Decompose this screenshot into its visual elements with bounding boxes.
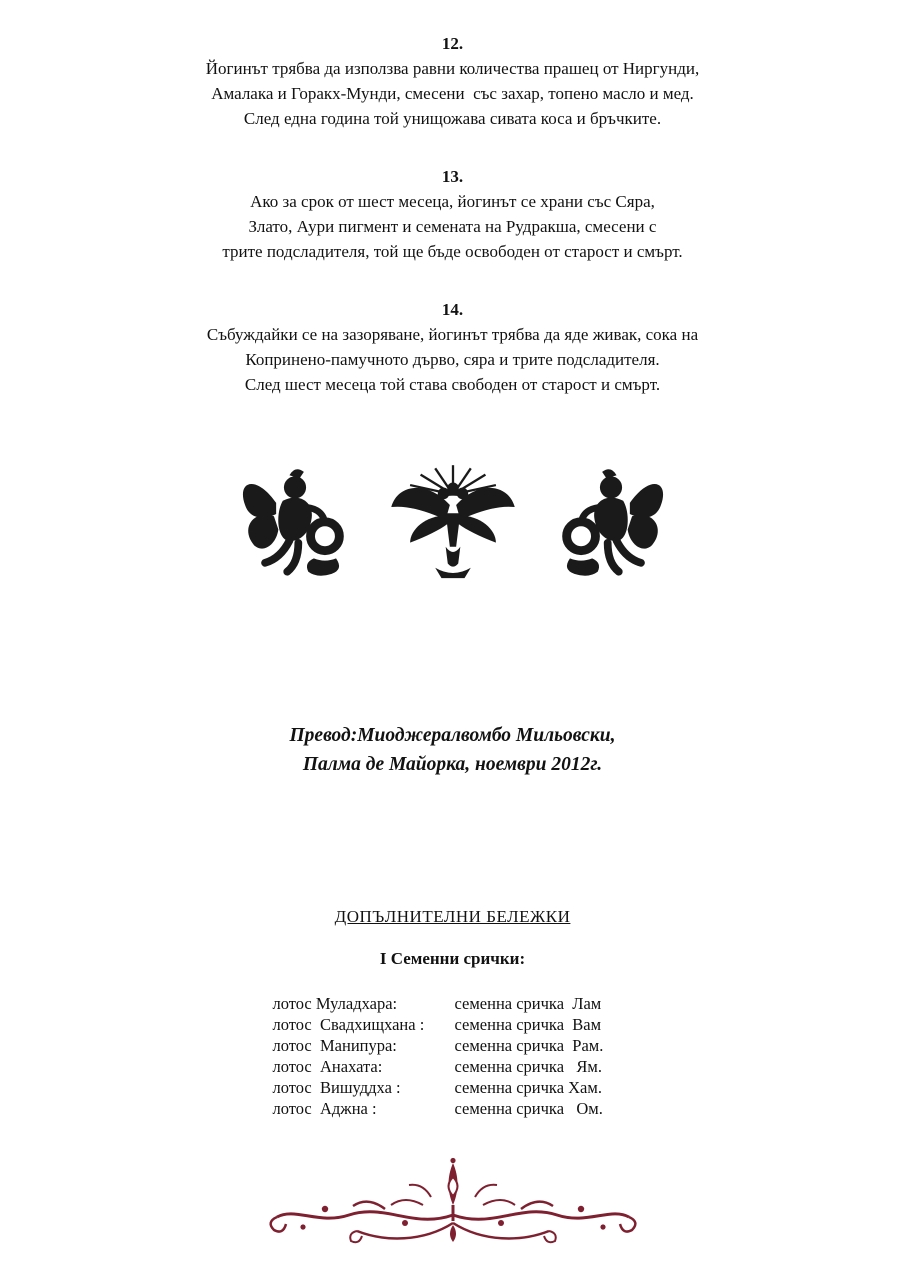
winged-sunburst-figure-engraving	[382, 461, 524, 597]
floral-scroll-flourish	[263, 1157, 643, 1252]
cherub-with-ring-engraving-left	[234, 465, 356, 593]
notes-section-title: I Семенни срички:	[379, 949, 526, 968]
engravings-row	[0, 459, 905, 599]
table-row	[273, 1014, 633, 1035]
verse-line: Амалака и Горакх-Мунди, смесени със захар, топено масло и мед.	[211, 84, 694, 103]
notes-heading: ДОПЪЛНИТЕЛНИ БЕЛЕЖКИ	[334, 907, 571, 926]
seed-syllable: семенна сричка Рам.	[454, 1036, 604, 1055]
lotus-name: лотос Анахата:	[272, 1057, 383, 1076]
verse-line: Копринено-памучното дърво, сяра и трите подсладителя.	[245, 350, 660, 369]
table-row	[273, 1056, 633, 1077]
verse-13	[0, 167, 905, 264]
lotus-name: лотос Аджна :	[272, 1099, 377, 1118]
verse-line: Йогинът трябва да използва равни количества прашец от Ниргунди,	[205, 59, 700, 78]
cherub-with-ring-engraving-right	[550, 465, 672, 593]
verse-number: 14.	[441, 300, 464, 319]
verse-line: трите подсладителя, той ще бъде освободен от старост и смърт.	[222, 242, 683, 261]
verse-number: 13.	[441, 167, 464, 186]
verse-line: Ако за срок от шест месеца, йогинът се храни със Сяра,	[250, 192, 655, 211]
translator-credit	[0, 721, 905, 779]
lotus-name: лотос Свадхищхана :	[272, 1015, 425, 1034]
verse-line: След една година той унищожава сивата коса и бръчките.	[243, 109, 662, 128]
table-row	[273, 1077, 633, 1098]
seed-syllable: семенна сричка Ом.	[454, 1099, 603, 1118]
flourish-row	[0, 1157, 905, 1252]
lotus-name: лотос Манипура:	[272, 1036, 397, 1055]
verse-14	[0, 300, 905, 397]
table-row	[273, 993, 633, 1014]
verses-section	[0, 0, 905, 397]
verse-number: 12.	[441, 34, 464, 53]
lotus-name: лотос Муладхара:	[272, 994, 398, 1013]
seed-syllable: семенна сричка Лам	[454, 994, 602, 1013]
seed-syllable-table	[273, 993, 633, 1119]
seed-syllable: семенна сричка Ям.	[454, 1057, 602, 1076]
verse-line: След шест месеца той става свободен от старост и смърт.	[244, 375, 661, 394]
verse-line: Събуждайки се на зазоряване, йогинът трябва да яде живак, сока на	[206, 325, 699, 344]
translator-line-1: Превод:Миоджералвомбо Мильовски,	[289, 725, 616, 746]
translator-line-2: Палма де Майорка, ноември 2012г.	[302, 754, 603, 775]
table-row	[273, 1098, 633, 1119]
verse-line: Злато, Аури пигмент и семената на Рудракша, смесени с	[248, 217, 657, 236]
lotus-name: лотос Вишуддха :	[272, 1078, 401, 1097]
verse-12	[0, 34, 905, 131]
seed-syllable: семенна сричка Хам.	[454, 1078, 602, 1097]
seed-syllable: семенна сричка Вам	[454, 1015, 602, 1034]
table-row	[273, 1035, 633, 1056]
